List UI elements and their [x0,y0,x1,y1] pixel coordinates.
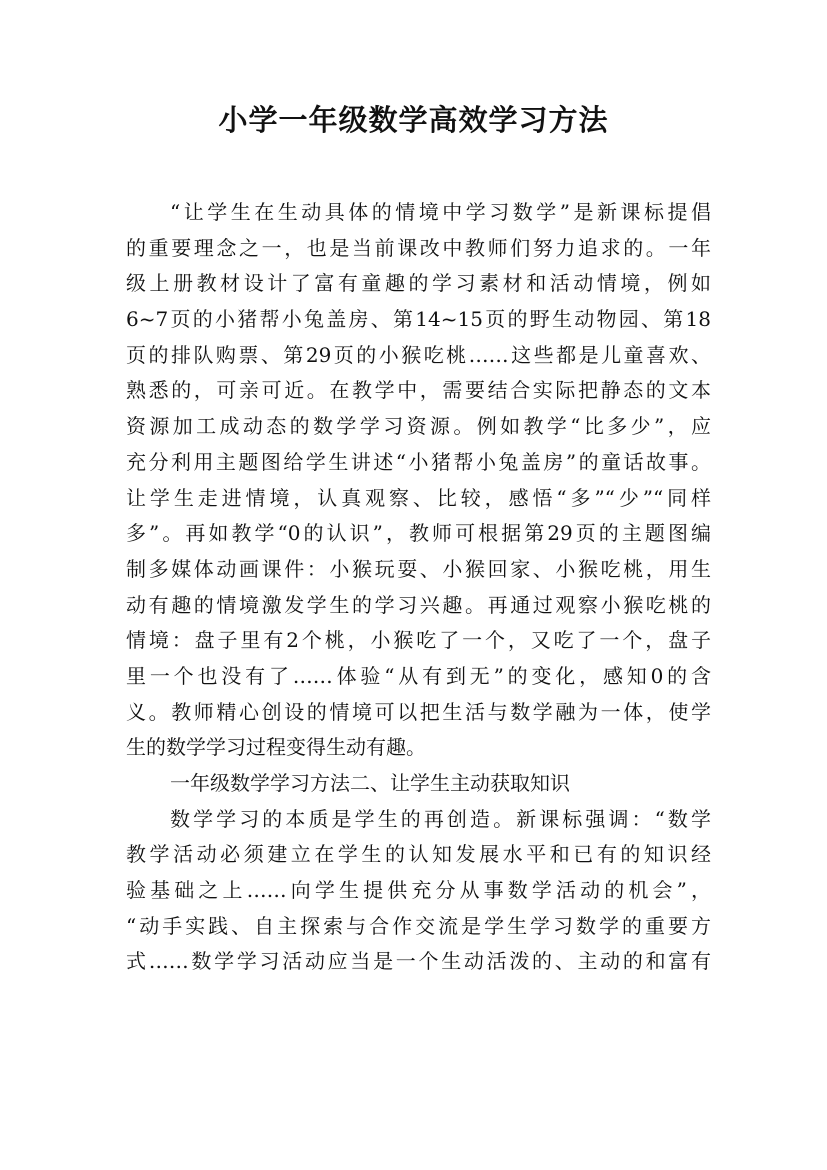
text-line: 情境：盘子里有2个桃，小猴吃了一个，又吃了一个，盘子 [126,628,711,653]
text-line: 生的数学学习过程变得生动有趣。 [126,735,426,760]
text-line: 充分利用主题图给学生讲述“小猪帮小兔盖房”的童话故事。 [126,449,711,474]
text-line: 的重要理念之一，也是当前课改中教师们努力追求的。一年 [126,235,711,260]
text-line: 页的排队购票、第29页的小猴吃桃……这些都是儿童喜欢、 [126,342,711,367]
section-heading: 一年级数学学习方法二、让学生主动获取知识 [170,771,570,795]
text-line: 制多媒体动画课件：小猴玩耍、小猴回家、小猴吃桃，用生 [126,556,711,581]
text-line: 教学活动必须建立在学生的认知发展水平和已有的知识经 [126,842,711,867]
text-line: 多”。再如教学“0的认识”，教师可根据第29页的主题图编 [126,521,711,546]
text-line: 6~7页的小猪帮小兔盖房、第14~15页的野生动物园、第18 [126,307,711,332]
text-line: 资源加工成动态的数学学习资源。例如教学“比多少”，应 [126,414,711,439]
text-line: “动手实践、自主探索与合作交流是学生学习数学的重要方 [126,913,711,938]
text-line: 验基础之上……向学生提供充分从事数学活动的机会”， [126,878,711,903]
document-title: 小学一年级数学高效学习方法 [218,103,609,137]
text-line: “让学生在生动具体的情境中学习数学”是新课标提倡 [170,200,711,224]
text-line: 动有趣的情境激发学生的学习兴趣。再通过观察小猴吃桃的 [126,592,711,617]
document-body [126,195,711,980]
text-line: 式……数学学习活动应当是一个生动活泼的、主动的和富有 [126,949,711,974]
text-line: 让学生走进情境，认真观察、比较，感悟“多”“少”“同样 [126,485,711,510]
text-line: 熟悉的，可亲可近。在教学中，需要结合实际把静态的文本 [126,378,711,403]
text-line: 里一个也没有了……体验“从有到无”的变化，感知0的含 [126,663,711,688]
text-line: 级上册教材设计了富有童趣的学习素材和活动情境，例如 [126,271,711,296]
text-line: 数学学习的本质是学生的再创造。新课标强调：“数学 [170,806,711,831]
text-line: 义。教师精心创设的情境可以把生活与数学融为一体，使学 [126,699,711,724]
